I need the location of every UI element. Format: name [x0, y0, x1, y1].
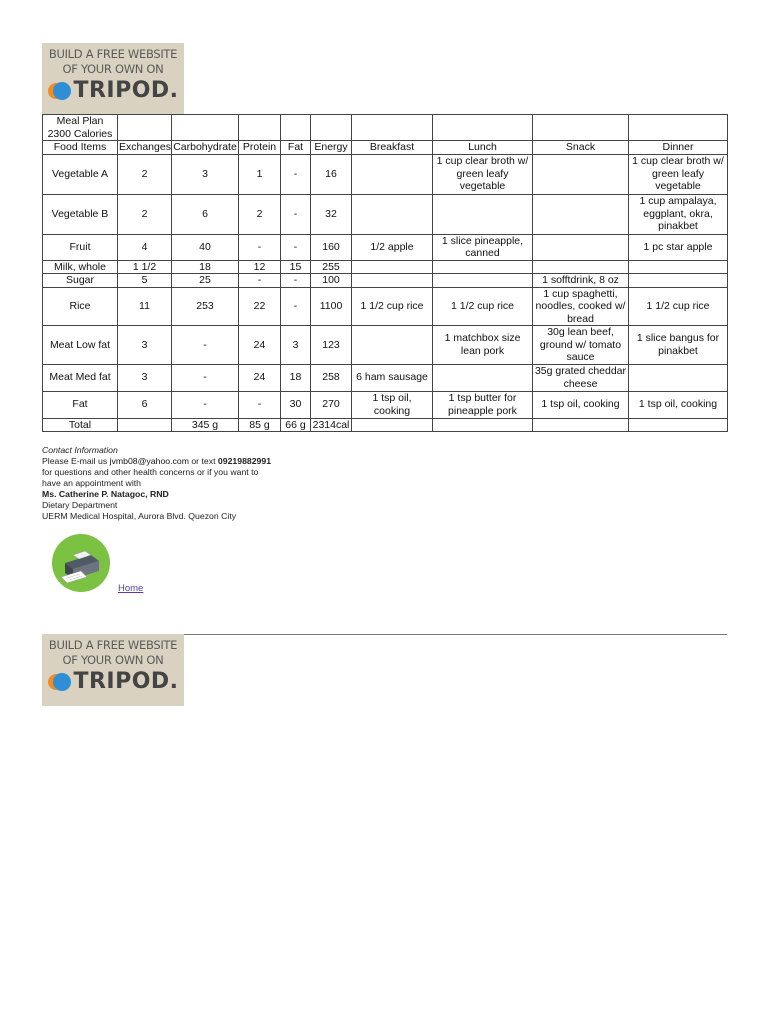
table-cell	[352, 326, 433, 365]
table-cell	[533, 194, 629, 234]
empty-cell	[172, 115, 239, 141]
header-cell: Fat	[281, 141, 311, 155]
home-link[interactable]: Home	[118, 583, 144, 594]
table-cell	[629, 364, 728, 391]
table-cell: 1	[239, 154, 281, 194]
table-cell: 12	[239, 260, 281, 274]
meal-plan-calories: 2300 Calories	[47, 127, 113, 140]
table-cell: 22	[239, 287, 281, 326]
contact-dept: Dietary Department	[42, 500, 118, 510]
empty-cell	[352, 115, 433, 141]
table-cell: 270	[311, 391, 352, 418]
table-cell: 1 1/2 cup rice	[352, 287, 433, 326]
table-cell: 1 1/2	[118, 260, 172, 274]
table-cell: -	[172, 326, 239, 365]
table-cell: -	[172, 391, 239, 418]
table-cell: 30g lean beef, ground w/ tomato sauce	[533, 326, 629, 365]
printer-icon	[51, 533, 111, 593]
table-cell	[352, 194, 433, 234]
food-item-cell: Fat	[43, 391, 118, 418]
empty-cell	[311, 115, 352, 141]
table-row	[43, 274, 728, 288]
table-cell: 1 slice bangus for pinakbet	[629, 326, 728, 365]
table-cell: 2	[239, 194, 281, 234]
table-cell: 15	[281, 260, 311, 274]
table-cell: 1 sofftdrink, 8 oz	[533, 274, 629, 288]
header-cell: Protein	[239, 141, 281, 155]
header-cell: Lunch	[433, 141, 533, 155]
table-cell: 6	[172, 194, 239, 234]
table-cell	[433, 274, 533, 288]
table-cell: 1/2 apple	[352, 234, 433, 260]
food-item-cell: Vegetable B	[43, 194, 118, 234]
table-cell: 1 tsp oil, cooking	[533, 391, 629, 418]
contact-info	[42, 445, 271, 522]
table-cell: -	[172, 364, 239, 391]
title-row	[43, 115, 728, 141]
table-cell: 24	[239, 364, 281, 391]
table-cell	[118, 418, 172, 432]
table-row	[43, 418, 728, 432]
table-cell	[533, 154, 629, 194]
food-item-cell: Vegetable A	[43, 154, 118, 194]
tripod-banner-bottom[interactable]	[42, 634, 184, 706]
banner-line-1: BUILD A FREE WEBSITE	[48, 638, 178, 652]
table-cell: 85 g	[239, 418, 281, 432]
empty-cell	[433, 115, 533, 141]
header-cell: Energy	[311, 141, 352, 155]
table-cell: 11	[118, 287, 172, 326]
tripod-logo-icon	[47, 671, 73, 693]
contact-prefix: Please E-mail us	[42, 456, 110, 466]
contact-address: UERM Medical Hospital, Aurora Blvd. Quezon City	[42, 511, 237, 521]
contact-email-line	[42, 456, 271, 467]
table-cell	[533, 418, 629, 432]
tripod-banner-top[interactable]	[42, 43, 184, 115]
table-cell: 4	[118, 234, 172, 260]
header-cell: Breakfast	[352, 141, 433, 155]
meal-plan-title: Meal Plan	[56, 115, 104, 127]
table-cell: 3	[281, 326, 311, 365]
header-cell: Exchanges	[119, 141, 171, 153]
table-cell: 32	[311, 194, 352, 234]
print-button[interactable]	[51, 533, 111, 593]
table-cell	[629, 418, 728, 432]
table-cell: 3	[118, 326, 172, 365]
table-cell: -	[239, 234, 281, 260]
empty-cell	[281, 115, 311, 141]
header-cell: Food Items	[43, 141, 118, 155]
table-cell: -	[239, 274, 281, 288]
title-cell	[43, 115, 118, 141]
table-row	[43, 326, 728, 365]
table-cell: 100	[311, 274, 352, 288]
table-cell: -	[281, 194, 311, 234]
tripod-logo	[42, 79, 184, 103]
empty-cell	[239, 115, 281, 141]
table-cell: -	[239, 391, 281, 418]
food-item-cell: Meat Low fat	[43, 326, 118, 365]
table-cell: 40	[172, 234, 239, 260]
table-cell: 1 tsp oil, cooking	[629, 391, 728, 418]
table-cell: 1 1/2 cup rice	[629, 287, 728, 326]
table-row	[43, 391, 728, 418]
food-item-cell: Total	[43, 418, 118, 432]
table-cell: 123	[311, 326, 352, 365]
table-cell: 3	[172, 154, 239, 194]
table-cell: -	[281, 234, 311, 260]
banner-brand: TRIPOD.	[73, 669, 179, 694]
header-cell: Carbohydrate	[173, 141, 237, 153]
food-item-cell: Milk, whole	[43, 260, 118, 274]
table-cell: 160	[311, 234, 352, 260]
contact-name: Ms. Catherine P. Natagoc, RND	[42, 489, 169, 499]
table-row	[43, 287, 728, 326]
table-cell	[533, 260, 629, 274]
table-cell: 18	[172, 260, 239, 274]
header-row	[43, 141, 728, 155]
table-cell: 24	[239, 326, 281, 365]
header-cell: Dinner	[629, 141, 728, 155]
table-cell: 255	[311, 260, 352, 274]
meal-plan-table	[42, 114, 728, 432]
banner-brand: TRIPOD.	[73, 78, 179, 103]
contact-phone: 09219882991	[217, 456, 272, 466]
contact-line-3: have an appointment with	[42, 478, 142, 488]
empty-cell	[118, 115, 172, 141]
table-cell: 1 slice pineapple, canned	[433, 234, 533, 260]
table-cell: 66 g	[281, 418, 311, 432]
table-cell: 1 tsp butter for pineapple pork	[433, 391, 533, 418]
banner-line-2: OF YOUR OWN ON	[62, 653, 164, 667]
food-item-cell: Meat Med fat	[43, 364, 118, 391]
table-cell: 35g grated cheddar cheese	[533, 364, 629, 391]
contact-heading: Contact Information	[42, 445, 118, 455]
table-cell: -	[281, 287, 311, 326]
food-item-cell: Rice	[43, 287, 118, 326]
empty-cell	[629, 115, 728, 141]
table-cell: 1 cup ampalaya, eggplant, okra, pinakbet	[629, 194, 728, 234]
table-cell	[352, 274, 433, 288]
table-cell	[352, 154, 433, 194]
banner-line-1: BUILD A FREE WEBSITE	[48, 47, 178, 61]
table-cell: 6 ham sausage	[352, 364, 433, 391]
table-cell	[433, 364, 533, 391]
food-item-cell: Fruit	[43, 234, 118, 260]
table-cell: 5	[118, 274, 172, 288]
table-cell: 6	[118, 391, 172, 418]
table-cell: 30	[281, 391, 311, 418]
table-cell: 258	[311, 364, 352, 391]
table-row	[43, 234, 728, 260]
banner-line-2: OF YOUR OWN ON	[62, 62, 164, 76]
table-cell: 1 matchbox size lean pork	[433, 326, 533, 365]
empty-cell	[533, 115, 629, 141]
table-cell: 25	[172, 274, 239, 288]
table-cell: 1 cup clear broth w/ green leafy vegetable	[433, 154, 533, 194]
table-cell: -	[281, 154, 311, 194]
table-cell: 1100	[311, 287, 352, 326]
table-cell	[352, 260, 433, 274]
contact-email: jvmb08@yahoo.com	[109, 456, 189, 466]
table-row	[43, 260, 728, 274]
table-cell	[533, 234, 629, 260]
table-cell: 1 cup spaghetti, noodles, cooked w/ bread	[533, 287, 629, 326]
table-cell: 3	[118, 364, 172, 391]
table-cell: 1 1/2 cup rice	[433, 287, 533, 326]
table-cell	[629, 274, 728, 288]
table-row	[43, 194, 728, 234]
table-cell	[352, 418, 433, 432]
table-cell	[433, 260, 533, 274]
divider	[184, 634, 727, 635]
table-cell	[629, 260, 728, 274]
table-cell: 18	[281, 364, 311, 391]
tripod-logo-icon	[47, 80, 73, 102]
table-row	[43, 154, 728, 194]
contact-line-2: for questions and other health concerns or if you want to	[42, 467, 259, 477]
table-cell	[433, 418, 533, 432]
tripod-logo	[42, 670, 184, 694]
table-cell: 16	[311, 154, 352, 194]
table-cell: 1 cup clear broth w/ green leafy vegetable	[629, 154, 728, 194]
table-cell: 2314cal	[311, 418, 352, 432]
contact-mid: or text	[188, 456, 218, 466]
table-cell: 345 g	[172, 418, 239, 432]
table-cell: 1 tsp oil, cooking	[352, 391, 433, 418]
food-item-cell: Sugar	[43, 274, 118, 288]
table-row	[43, 364, 728, 391]
table-cell: 2	[118, 154, 172, 194]
table-cell: 2	[118, 194, 172, 234]
table-cell: 253	[172, 287, 239, 326]
table-cell: -	[281, 274, 311, 288]
header-cell: Snack	[533, 141, 629, 155]
table-cell: 1 pc star apple	[629, 234, 728, 260]
table-cell	[433, 194, 533, 234]
